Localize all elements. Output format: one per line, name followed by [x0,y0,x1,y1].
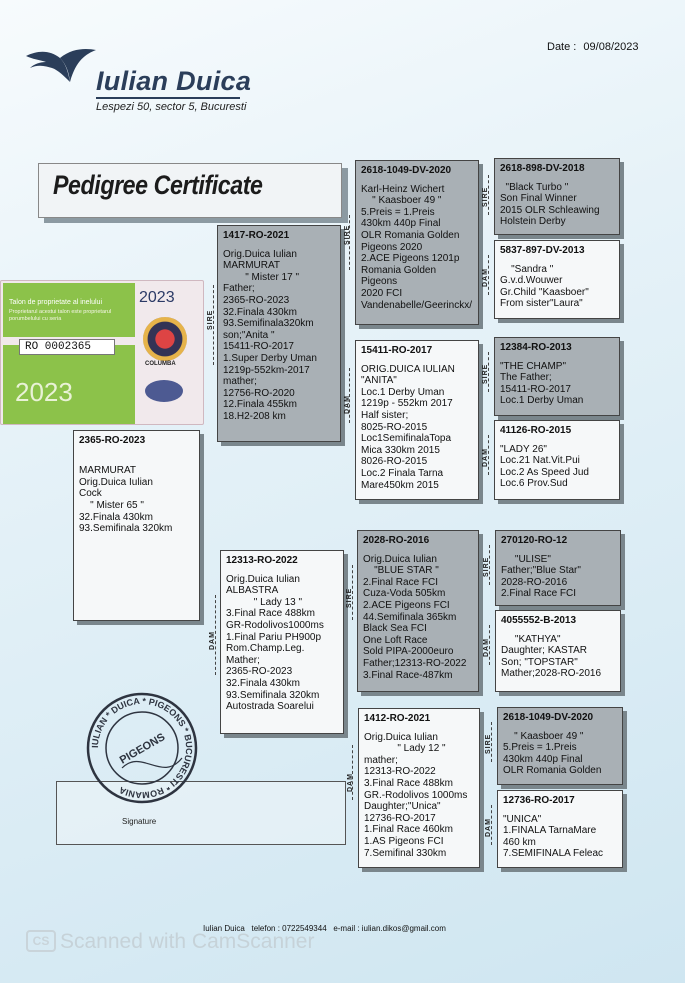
sire-sire-sire-details [500,182,614,228]
detail-line: 12313-RO-2022 [364,766,436,778]
detail-line: 12756-RO-2020 [223,387,295,399]
detail-line: 12.Finala 455km [223,399,297,411]
detail-line: Mather;2028-RO-2016 [501,668,602,680]
detail-line: Son; "TOPSTAR" [501,656,578,668]
detail-line: Gr.Child "Kaasboer" [500,286,589,298]
detail-line: OLR Romania Golden [503,765,602,777]
detail-line: Orig.Duica Iulian [223,248,297,260]
detail-line: Daughter; KASTAR [501,645,587,657]
columba-logo-icon [143,317,187,361]
talon-year: 2023 [15,377,73,407]
camscanner-icon: CS [26,930,56,952]
breeder-address: Lespezi 50, sector 5, Bucuresti [96,101,247,113]
detail-line: 1219p - 552km 2017 [361,398,453,410]
signature-label: Signature [122,817,157,826]
detail-line: 2020 FCI [361,287,403,299]
dam-sire-dam-tag: DAM [483,638,490,657]
sire-sire-dam-details [500,264,614,310]
date [547,41,642,53]
breeder-stamp-icon [82,688,202,808]
detail-line: 32.Finala 430km [79,511,153,523]
sire-sire-sire-tag: SIRE [482,186,489,207]
detail-line: 15411-RO-2017 [500,383,571,395]
sire-dam-tag: DAM [344,395,351,414]
detail-line: Loc.2 As Speed Jud [500,466,589,478]
detail-line: 2028-RO-2016 [501,576,568,588]
talon-brand: COLUMBA [145,361,176,367]
dam-sire-ring: 2028-RO-2016 [363,535,430,546]
dam-dam-sire-box [497,707,623,785]
detail-line: OLR Romania Golden [361,229,460,241]
detail-line: Karl-Heinz Wichert [361,183,445,195]
dam-sire-details [363,554,473,682]
sire-sire-sire-box [494,158,620,235]
breeder-name: Iulian Duica [96,66,252,96]
detail-line: " Kaasboer 49 " [503,730,584,742]
detail-line: MARMURAT [223,260,281,272]
sire-sire-dam-box [494,240,620,319]
sire-sire-sire-ring: 2618-898-DV-2018 [500,163,585,174]
detail-line: 5.Preis = 1.Preis [503,742,577,754]
detail-line: " Mister 65 " [79,499,144,511]
detail-line: 1219p-552km-2017 [223,364,310,376]
detail-line: Daughter;"Unica" [364,801,441,813]
detail-line: Orig.Duica Iulian [79,476,153,488]
detail-line: 1.Final Pariu PH900p [226,631,322,643]
subject-details [79,454,194,535]
dam-details [226,574,338,713]
detail-line: Father;12313-RO-2022 [363,657,467,669]
dam-sire-dam-ring: 4055552-B-2013 [501,615,577,626]
detail-line: Orig.Duica Iulian [226,573,300,585]
sire-dam-dam-details [500,444,614,490]
detail-line: "Black Turbo " [500,181,569,193]
sire-dam-ring: 15411-RO-2017 [361,345,433,356]
sire-details [223,249,335,423]
detail-line: 32.Finala 430km [223,306,297,318]
detail-line: Loc.6 Prov.Sud [500,478,568,490]
sire-tag: SIRE [207,309,214,330]
detail-line: 2365-RO-2023 [226,666,293,678]
detail-line: 3.Final Race-487km [363,669,453,681]
detail-line: mather; [364,754,398,766]
detail-line: 2.Final Race FCI [501,588,577,600]
detail-line: 18.H2-208 km [223,410,286,422]
detail-line: Black Sea FCI [363,623,427,635]
detail-line: Loc.1 Derby Uman [361,386,445,398]
dam-dam-tag: DAM [347,773,354,792]
detail-line: 1.Super Derby Uman [223,352,317,364]
detail-line: 2.ACE Pigeons FCI [363,599,450,611]
sire-dam-sire-tag: SIRE [482,363,489,384]
detail-line: "LADY 26" [500,443,547,455]
detail-line: 7.SEMIFINALA Feleac [503,848,604,860]
detail-line: Orig.Duica Iulian [363,553,437,565]
sire-dam-sire-details [500,361,614,407]
sire-dam-box [355,340,479,500]
scanner-watermark: Scanned with CamScanner [60,930,315,953]
detail-line: 8026-RO-2015 [361,456,428,468]
detail-line: 93.Semifinala 320km [79,523,173,535]
detail-line: " Lady 12 " [364,743,446,755]
pigeon-logo-icon [24,46,98,92]
dam-dam-sire-tag: SIRE [485,733,492,754]
dam-sire-sire-details [501,554,615,600]
detail-line: 93.Semifinala320km [223,318,314,330]
detail-line: 2.ACE Pigeons 1201p [361,253,460,265]
talon-year-top: 2023 [139,289,175,306]
sire-sire-ring: 2618-1049-DV-2020 [361,165,452,176]
detail-line: 430km 440p Final [361,218,441,230]
sire-ring: 1417-RO-2021 [223,230,290,241]
detail-line: ALBASTRA [226,585,279,597]
detail-line: "THE CHAMP" [500,360,566,372]
detail-line: Father; [223,283,255,295]
detail-line: Loc.2 Finala Tarna [361,467,444,479]
detail-line [79,454,194,466]
detail-line: Loc.21 Nat.Vit.Pui [500,455,580,467]
detail-line: Son Final Winner [500,193,577,205]
dam-sire-box [357,530,479,692]
footer-contact: Iulian Duica telefon : 0722549344 e-mail : iulian.dikos@gmail.com [203,924,446,933]
dam-tag: DAM [209,631,216,650]
detail-line: G.v.d.Wouwer [500,275,563,287]
detail-line: Father;"Blue Star" [501,565,581,577]
dam-box [220,550,344,734]
sire-dam-dam-tag: DAM [482,448,489,467]
sire-dam-dam-ring: 41126-RO-2015 [500,425,572,436]
certificate-title: Pedigree Certificate [53,170,263,200]
date-value: 09/08/2023 [583,41,639,53]
detail-line: GR-Rodolivos1000ms [226,619,324,631]
detail-line: Half sister; [361,409,409,421]
detail-line: Mica 330km 2015 [361,444,440,456]
detail-line: 3.Final Race 488km [226,608,315,620]
stamp-center-text: PIGEONS [117,731,168,767]
detail-line: Vandenabelle/Geerinckx/ [361,299,472,311]
talon-subtitle: Proprietarul acestui talon este proprietarul porumbelului cu seria [9,309,112,322]
detail-line: Cuza-Voda 505km [363,588,446,600]
detail-line: 1.FINALA TarnaMare [503,825,597,837]
detail-line: 7.Semifinal 330km [364,847,447,859]
stamp-ring-text: IULIAN * DUICA * PIGEONS * BUCURESTI * ROMANIA [89,695,195,801]
detail-line: Orig.Duica Iulian [364,731,438,743]
sire-dam-details [361,364,473,492]
detail-line: 15411-RO-2017 [223,341,294,353]
detail-line: Rom.Champ.Leg. [226,643,305,655]
detail-line: "BLUE STAR " [363,565,439,577]
detail-line: MARMURAT [79,465,137,477]
detail-line: " Mister 17 " [223,271,300,283]
detail-line: "ANITA" [361,375,397,387]
dam-dam-details [364,732,474,860]
detail-line: Cock [79,488,102,500]
dam-sire-tag: SIRE [346,587,353,608]
sire-dam-dam-box [494,420,620,500]
detail-line: "Sandra " [500,263,554,275]
detail-line: 460 km [503,836,536,848]
detail-line: 44.Semifinala 365km [363,611,457,623]
date-label: Date : [547,41,577,53]
detail-line: Loc.1 Derby Uman [500,395,584,407]
detail-line: Romania Golden [361,264,437,276]
detail-line: "KATHYA" [501,633,561,645]
detail-line: Holstein Derby [500,216,566,228]
detail-line: mather; [223,376,257,388]
subject-ring: 2365-RO-2023 [79,435,146,446]
federation-logo-icon [145,380,183,402]
dam-sire-sire-ring: 270120-RO-12 [501,535,568,546]
detail-line: 93.Semifinala 320km [226,689,320,701]
detail-line: 2.Final Race FCI [363,576,439,588]
dam-dam-sire-ring: 2618-1049-DV-2020 [503,712,594,723]
detail-line: Loc1SemifinalaTopa [361,433,452,445]
certificate-title-box [38,163,342,218]
dam-ring: 12313-RO-2022 [226,555,298,566]
ring-ownership-talon [0,280,204,425]
detail-line: 1.AS Pigeons FCI [364,835,444,847]
detail-line: ORIG.DUICA IULIAN [361,363,455,375]
detail-line: 430km 440p Final [503,753,583,765]
dam-sire-sire-tag: SIRE [483,556,490,577]
dam-sire-dam-box [495,610,621,692]
header-underline [96,97,240,99]
sire-sire-box [355,160,479,325]
detail-line: Pigeons 2020 [361,241,423,253]
detail-line: Pigeons [361,276,398,288]
detail-line: 32.Finala 430km [226,677,300,689]
talon-serial: RO 0002365 [19,339,115,355]
detail-line: 3.Final Race 488km [364,777,453,789]
dam-dam-sire-details [503,731,617,777]
sire-sire-tag: SIRE [344,224,351,245]
detail-line: GR.-Rodolivos 1000ms [364,789,468,801]
detail-line: From sister"Laura" [500,298,583,310]
detail-line: 2015 OLR Schleawing [500,204,600,216]
detail-line: Mather; [226,654,260,666]
detail-line: Autostrada Soarelui [226,701,314,713]
detail-line: "UNICA" [503,813,542,825]
dam-dam-dam-details [503,814,617,860]
subject-pigeon-box [73,430,200,621]
detail-line: son;"Anita " [223,329,275,341]
sire-dam-sire-box [494,337,620,416]
sire-sire-dam-ring: 5837-897-DV-2013 [500,245,585,256]
talon-title: Talon de proprietate al inelului [9,299,103,306]
sire-dam-sire-ring: 12384-RO-2013 [500,342,572,353]
detail-line: One Loft Race [363,634,428,646]
detail-line: The Father; [500,372,552,384]
detail-line: "ULISE" [501,553,551,565]
detail-line: 5.Preis = 1.Preis [361,206,435,218]
sire-box [217,225,341,442]
detail-line: Sold PIPA-2000euro [363,646,454,658]
sire-sire-dam-tag: DAM [482,268,489,287]
detail-line: 2365-RO-2023 [223,294,290,306]
dam-dam-dam-box [497,790,623,868]
detail-line: 8025-RO-2015 [361,421,428,433]
detail-line: " Kaasboer 49 " [361,195,442,207]
dam-dam-dam-tag: DAM [485,818,492,837]
dam-dam-box [358,708,480,868]
dam-dam-ring: 1412-RO-2021 [364,713,431,724]
detail-line: 12736-RO-2017 [364,812,436,824]
detail-line: 1.Final Race 460km [364,824,453,836]
detail-line: Mare450km 2015 [361,479,439,491]
dam-sire-sire-box [495,530,621,606]
dam-sire-dam-details [501,634,615,680]
sire-sire-details [361,184,473,312]
detail-line: " Lady 13 " [226,596,303,608]
dam-dam-dam-ring: 12736-RO-2017 [503,795,575,806]
